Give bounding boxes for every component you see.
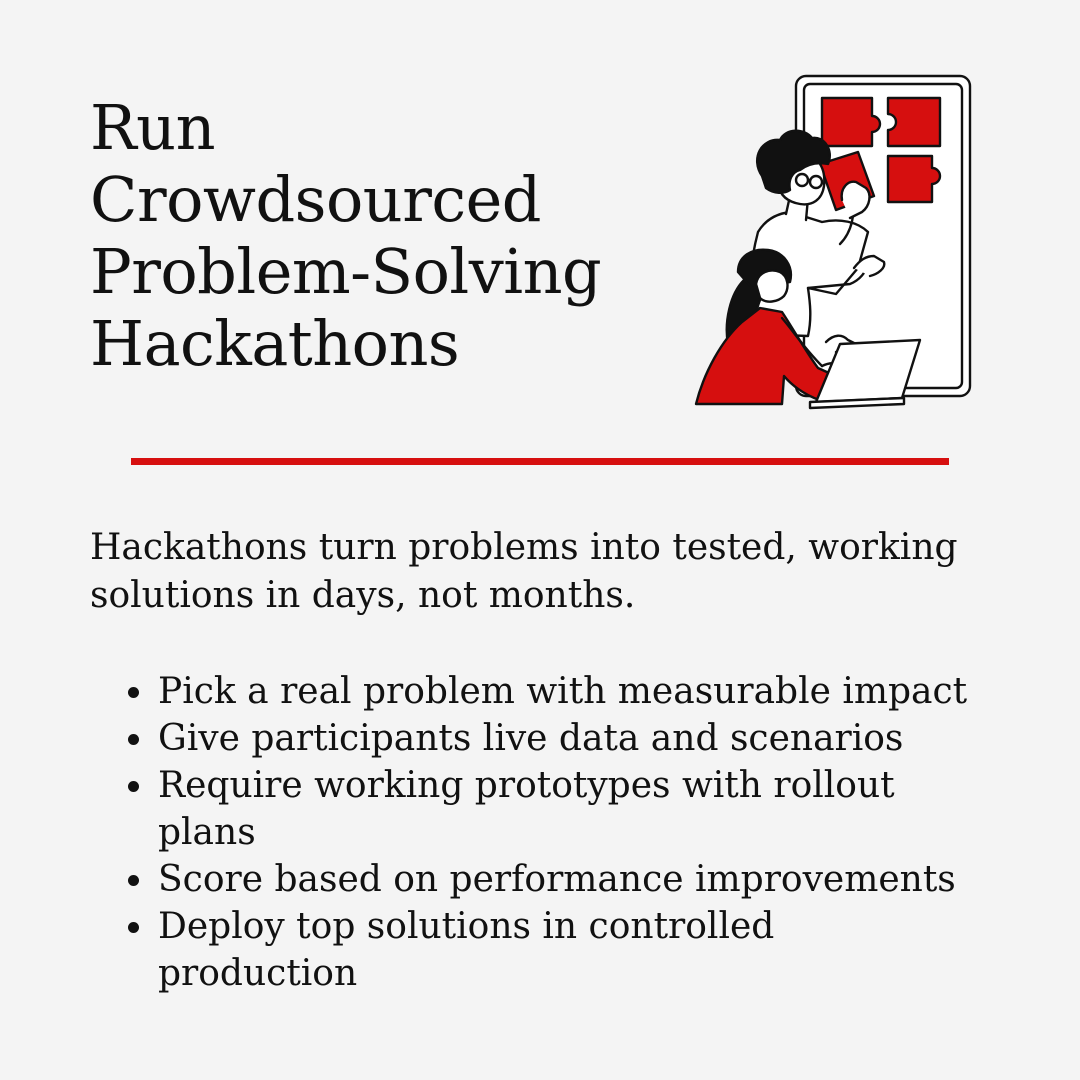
list-item [90, 903, 1020, 997]
list-item-text: Pick a real problem with measurable impact [158, 671, 968, 712]
page-title [90, 92, 650, 380]
list-item [90, 668, 1020, 715]
title-line: Crowdsourced [90, 163, 541, 236]
title-line: Run [90, 91, 216, 164]
intro-paragraph [90, 524, 1020, 620]
list-item-text-continued: plans [158, 812, 256, 853]
intro-line: Hackathons turn problems into tested, working [90, 527, 958, 568]
section-divider [131, 458, 949, 465]
title-line: Hackathons [90, 307, 460, 380]
list-item-text: Deploy top solutions in controlled [158, 906, 775, 947]
list-item-text: Give participants live data and scenarios [158, 718, 904, 759]
intro-line: solutions in days, not months. [90, 575, 636, 616]
list-item-text: Require working prototypes with rollout [158, 765, 895, 806]
steps-list [90, 668, 1020, 997]
list-item-text: Score based on performance improvements [158, 859, 956, 900]
title-line: Problem-Solving [90, 235, 602, 308]
hackathon-collaboration-illustration [690, 72, 980, 412]
list-item [90, 762, 1020, 856]
team-puzzle-icon [690, 72, 980, 412]
list-item [90, 856, 1020, 903]
list-item-text-continued: production [158, 953, 358, 994]
list-item [90, 715, 1020, 762]
